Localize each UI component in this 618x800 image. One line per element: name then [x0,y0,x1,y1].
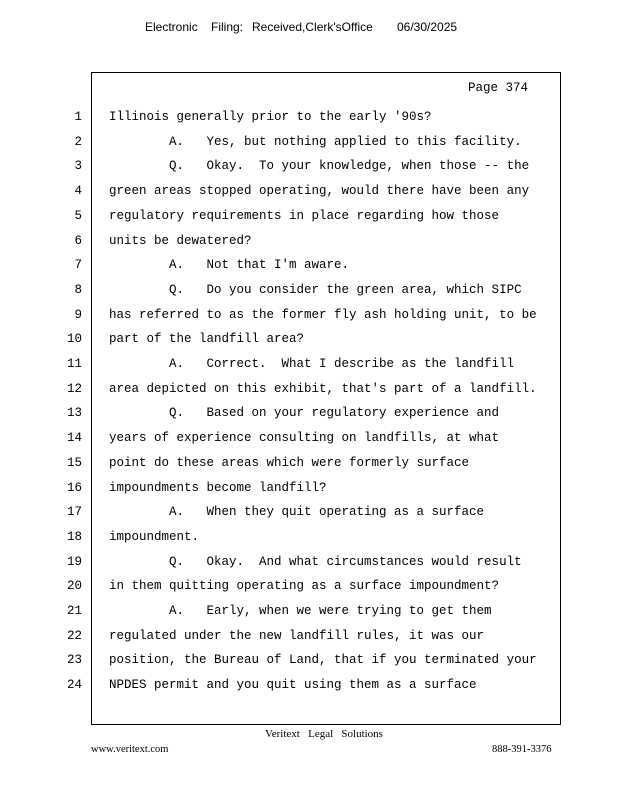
line-number: 2 [74,134,82,149]
line-number: 4 [74,184,82,199]
transcript-line [0,579,618,597]
line-number: 14 [66,431,82,446]
line-text: area depicted on this exhibit, that's part of a landfill. [109,381,537,396]
transcript-line [0,481,618,499]
footer-website: www.veritext.com [91,744,169,755]
line-number: 16 [66,480,82,495]
line-text: A. Not that I'm aware. [109,258,350,273]
header-date: 06/30/2025 [397,20,458,34]
line-number: 9 [74,307,82,322]
transcript-line [0,604,618,622]
line-text: Illinois generally prior to the early '90s? [109,110,432,124]
footer-phone: 888-391-3376 [492,744,552,755]
header-received: Received,Clerk'sOffice [252,20,373,34]
line-text: Q. Okay. To your knowledge, when those -- the [109,159,530,174]
transcript-line [0,184,618,202]
line-text: A. Yes, but nothing applied to this facility. [109,134,522,149]
line-text: regulatory requirements in place regarding how those [109,208,500,223]
line-number: 6 [74,233,82,248]
line-number: 11 [66,357,82,371]
transcript-line [0,283,618,301]
line-text: A. Early, when we were trying to get them [109,604,492,618]
transcript-line [0,258,618,276]
line-number: 22 [66,628,82,643]
line-number: 10 [66,332,82,347]
line-number: 21 [66,604,82,618]
transcript-line [0,530,618,548]
line-text: A. Correct. What I describe as the landfill [109,357,515,371]
line-text: in them quitting operating as a surface impoundment? [109,579,500,594]
transcript-line [0,653,618,671]
line-number: 17 [66,505,82,520]
footer-company: Veritext Legal Solutions [265,728,383,740]
line-text: Q. Do you consider the green area, which SIPC [109,282,522,297]
header-electronic: Electronic [145,20,198,34]
line-number: 1 [74,110,82,124]
page-number: Page 374 [468,81,529,95]
line-text: point do these areas which were formerly surface [109,455,470,470]
line-number: 5 [74,208,82,223]
transcript-line [0,308,618,326]
line-text: NPDES permit and you quit using them as a surface [109,678,477,693]
transcript-line [0,332,618,350]
line-text: part of the landfill area? [109,332,305,347]
transcript-line [0,629,618,647]
line-number: 19 [66,554,82,569]
transcript-line [0,555,618,573]
line-text: Q. Okay. And what circumstances would result [109,554,522,569]
transcript-line [0,456,618,474]
line-number: 3 [74,159,82,174]
line-number: 13 [66,406,82,421]
transcript-line [0,382,618,400]
line-text: impoundment. [109,529,200,544]
line-number: 20 [66,579,82,594]
transcript-line [0,135,618,153]
line-number: 12 [66,381,82,396]
line-text: green areas stopped operating, would there have been any [109,184,530,199]
transcript-line [0,505,618,523]
line-text: has referred to as the former fly ash holding unit, to be [109,307,537,322]
line-text: impoundments become landfill? [109,480,327,495]
transcript-line [0,678,618,696]
line-text: years of experience consulting on landfills, at what [109,431,500,446]
header-filing: Filing: [211,20,244,34]
transcript-line [0,209,618,227]
line-number: 18 [66,529,82,544]
line-number: 15 [66,455,82,470]
line-number: 24 [66,678,82,693]
line-number: 23 [66,653,82,668]
line-text: Q. Based on your regulatory experience and [109,406,500,421]
line-number: 8 [74,282,82,297]
filing-header [0,20,618,38]
transcript-line [0,159,618,177]
transcript-line [0,357,618,375]
transcript-line [0,234,618,252]
transcript-line [0,110,618,128]
line-number: 7 [74,258,82,273]
line-text: A. When they quit operating as a surface [109,505,485,520]
line-text: units be dewatered? [109,233,252,248]
transcript-line [0,406,618,424]
line-text: position, the Bureau of Land, that if you terminated your [109,653,537,668]
line-text: regulated under the new landfill rules, it was our [109,628,485,643]
transcript-line [0,431,618,449]
